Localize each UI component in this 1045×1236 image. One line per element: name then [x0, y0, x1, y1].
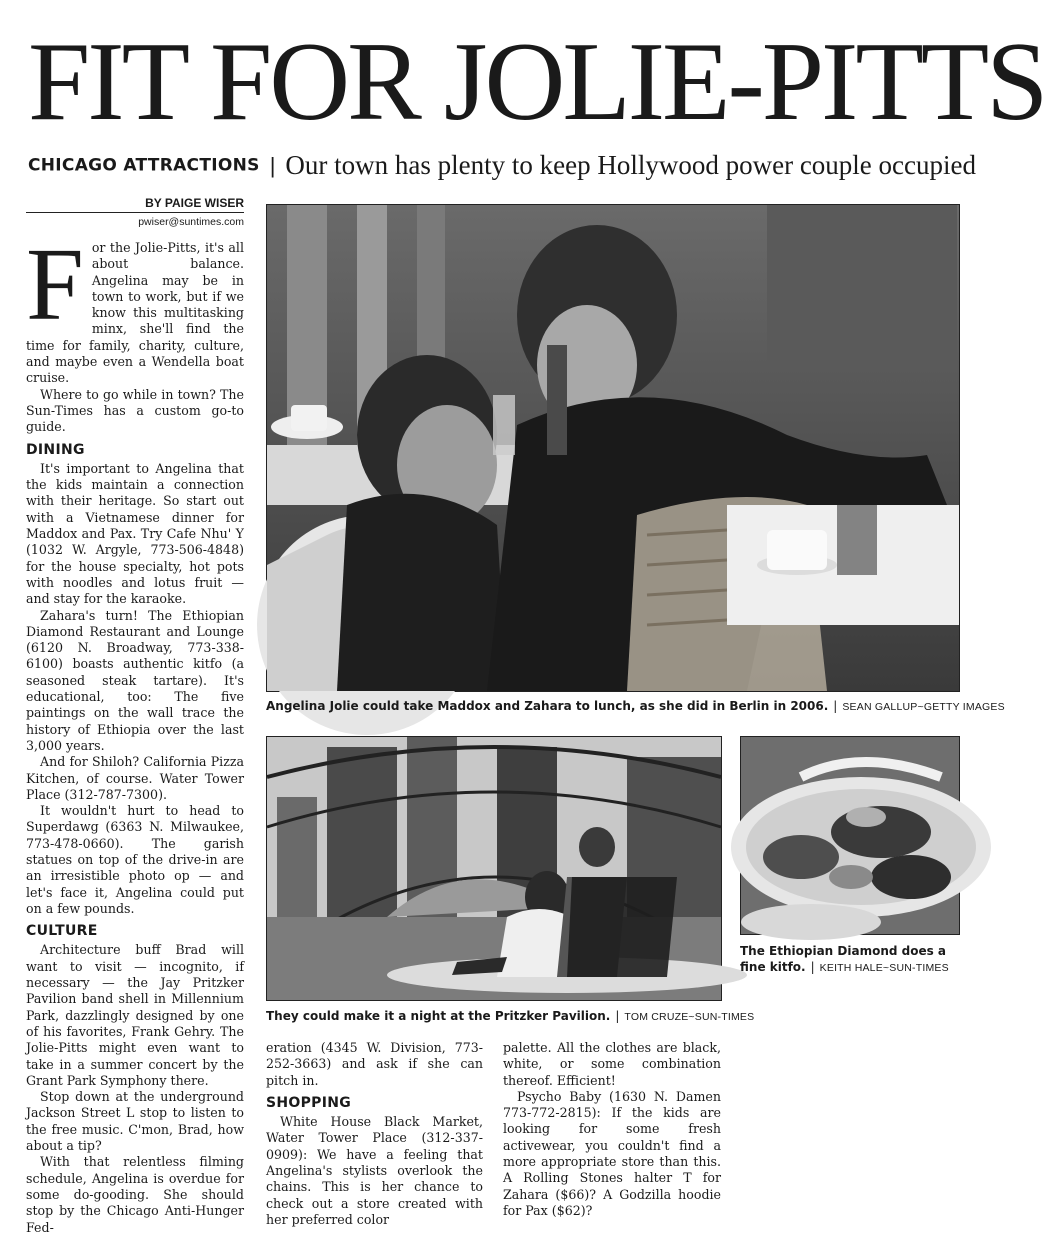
- paragraph: And for Shiloh? California Pizza Kitchen, of course. Water Tower Place (312-787-7300).: [26, 754, 244, 802]
- article-column-1: [26, 227, 244, 1235]
- caption-photo-1: [266, 698, 1005, 715]
- photo-cafe-lunch: [266, 204, 960, 692]
- author-email: pwiser@suntimes.com: [138, 216, 244, 228]
- paragraph: White House Black Market, Water Tower Place (312-337-0909): We have a feeling that Angelina's stylists overlook the chains. This is her chance to check out a store created with her preferred color: [266, 1114, 483, 1227]
- byline: BY PAIGE WISER: [26, 196, 244, 213]
- caption-text: The Ethiopian Diamond does a fine kitfo.: [740, 944, 947, 974]
- paragraph: It wouldn't hurt to head to Superdawg (6363 N. Milwaukee, 773-478-0660). The garish statues on top of the drive-in are an irresistible photo op — and let's face it, Angelina could put on a few pounds.: [26, 803, 244, 916]
- photo-credit: TOM CRUZE~SUN-TIMES: [624, 1011, 755, 1023]
- caption-text: Angelina Jolie could take Maddox and Zahara to lunch, as she did in Berlin in 2006.: [266, 699, 829, 713]
- paragraph: palette. All the clothes are black, white, or some combination thereof. Efficient!: [503, 1040, 721, 1088]
- paragraph: Psycho Baby (1630 N. Damen 773-772-2815): If the kids are looking for some fresh activewear, you couldn't find a more appropriate store than this. A Rolling Stones halter T for Zahara ($66)? A Godzilla hoodie for Pax ($62)?: [503, 1088, 721, 1218]
- section-heading-shopping: SHOPPING: [266, 1094, 352, 1111]
- caption-photo-3: [740, 943, 960, 976]
- caption-separator: |: [810, 960, 815, 974]
- paragraph: Stop down at the underground Jackson Street L stop to listen to the free music. C'mon, Brad, how about a tip?: [26, 1089, 244, 1154]
- drop-cap: F: [26, 227, 84, 342]
- section-kicker: CHICAGO ATTRACTIONS: [28, 155, 260, 176]
- paragraph: eration (4345 W. Division, 773-252-3663) and ask if she can pitch in.: [266, 1040, 483, 1088]
- photo-credit: KEITH HALE~SUN-TIMES: [819, 962, 949, 974]
- headline: FIT FOR JOLIE-PITTS: [28, 20, 1045, 144]
- photo-ethiopian-kitfo: [740, 736, 960, 935]
- paragraph: Architecture buff Brad will want to visit — incognito, if necessary — the Jay Pritzker Pavilion band shell in Millennium Park, dazzlingly designed by one of his favorites, Frank Gehry. The Jolie-Pitts might even want to take in a summer concert by the Grant Park Symphony there.: [26, 942, 244, 1088]
- paragraph: or the Jolie-Pitts, it's all about balance. Angelina may be in town to work, but if we know this multitasking minx, she'll find the time for family, charity, culture, and maybe even a Wendella boat cruise.: [26, 240, 244, 386]
- article-column-3: [503, 1040, 721, 1220]
- deck: [28, 150, 976, 184]
- section-heading-culture: CULTURE: [26, 923, 98, 940]
- caption-separator: |: [833, 699, 838, 713]
- paragraph: Zahara's turn! The Ethiopian Diamond Restaurant and Lounge (6120 N. Broadway, 773-338-6100) boasts authentic kitfo (a seasoned steak tartare). It's educational, too: The five paintings on the wall trace the history of Ethiopia over the last 3,000 years.: [26, 607, 244, 753]
- paragraph: Where to go while in town? The Sun-Times has a custom go-to guide.: [26, 386, 244, 435]
- photo-credit: SEAN GALLUP~GETTY IMAGES: [842, 701, 1005, 713]
- caption-text: They could make it a night at the Pritzker Pavilion.: [266, 1009, 611, 1023]
- section-heading-dining: DINING: [26, 441, 85, 458]
- paragraph: It's important to Angelina that the kids maintain a connection with their heritage. So start out with a Vietnamese dinner for Maddox and Pax. Try Cafe Nhu' Y (1032 W. Argyle, 773-506-4848) for the house specialty, hot pots with noodles and lotus fruit — and stay for the karaoke.: [26, 460, 244, 607]
- photo-pritzker-pavilion: [266, 736, 722, 1001]
- caption-photo-2: [266, 1008, 755, 1025]
- article-column-2: [266, 1040, 483, 1227]
- paragraph: With that relentless filming schedule, Angelina is overdue for some do-gooding. She should stop by the Chicago Anti-Hunger Fed-: [26, 1154, 244, 1235]
- deck-separator: |: [269, 152, 276, 178]
- caption-separator: |: [615, 1009, 620, 1023]
- subheadline: Our town has plenty to keep Hollywood power couple occupied: [285, 150, 976, 180]
